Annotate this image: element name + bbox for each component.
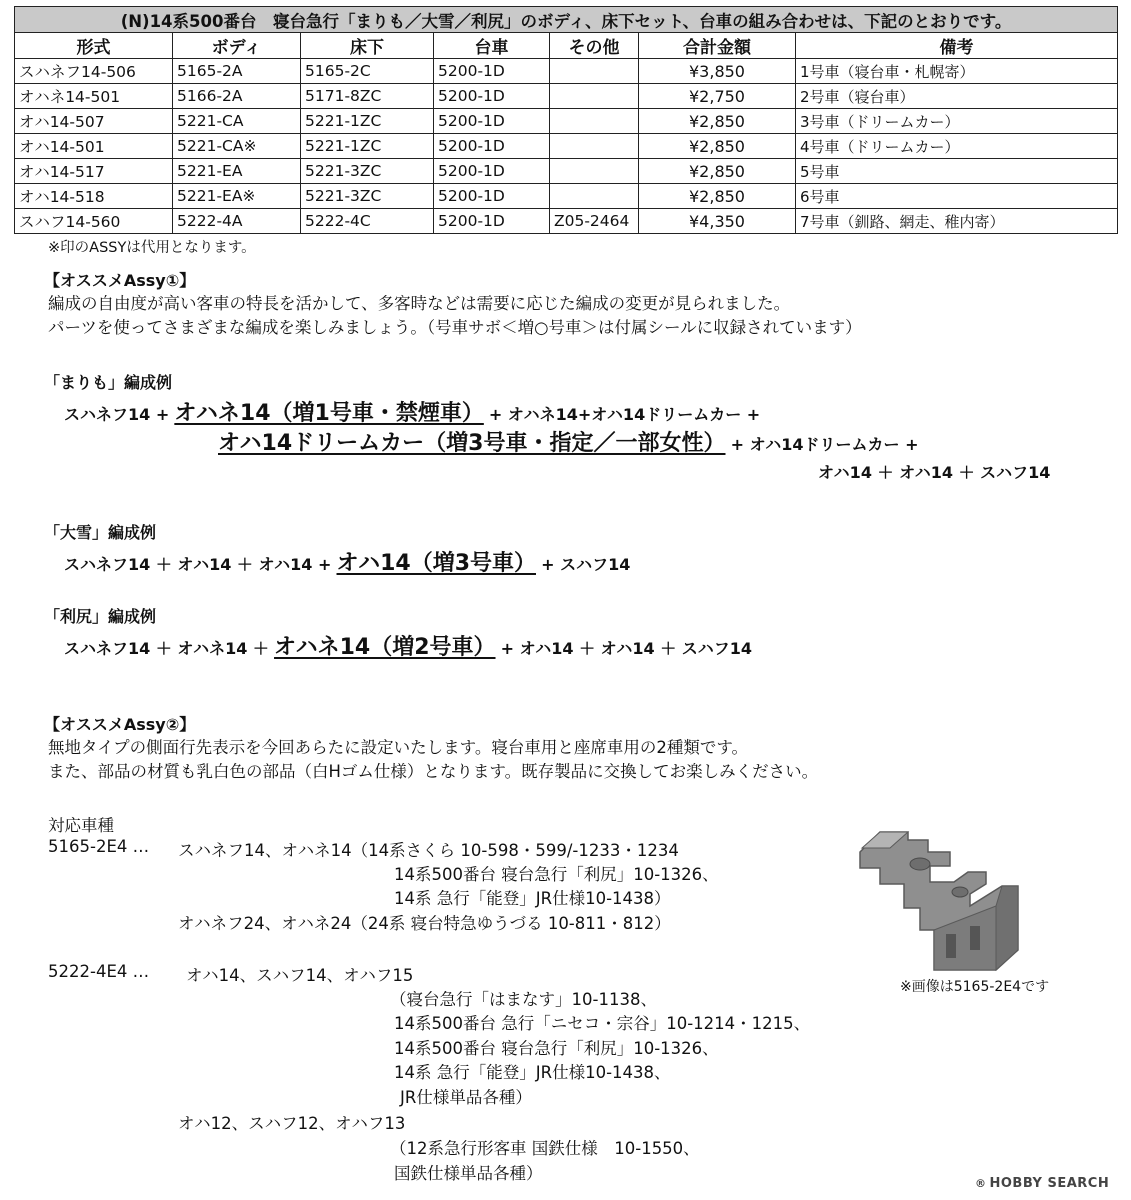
cell-other (550, 134, 639, 159)
cell-remarks: 1号車（寝台車・札幌寄） (796, 59, 1118, 84)
table-row (15, 84, 1118, 109)
assy-table (14, 6, 1118, 234)
header-remarks: 備考 (796, 33, 1118, 59)
part2-line-6: JR仕様単品各種） (400, 1088, 532, 1107)
cell-other (550, 59, 639, 84)
cell-price: ¥3,850 (639, 59, 796, 84)
cell-katashiki: スハネフ14-506 (15, 59, 173, 84)
cell-underfloor: 5165-2C (301, 59, 434, 84)
cell-other (550, 109, 639, 134)
cell-katashiki: スハフ14-560 (15, 209, 173, 234)
marimo-highlight-2: オハ14ドリームカー（増3号車・指定／一部女性） (218, 431, 726, 456)
rishiri-line-c: + オハ14 ＋ オハ14 ＋ スハフ14 (500, 639, 753, 658)
header-underfloor: 床下 (301, 33, 434, 59)
cell-underfloor: 5221-1ZC (301, 109, 434, 134)
part2-line-9: 国鉄仕様単品各種） (394, 1164, 543, 1183)
table-row (15, 134, 1118, 159)
assy2-title: 【オススメAssy②】 (44, 715, 196, 734)
cell-remarks: 6号車 (796, 184, 1118, 209)
taisetsu-highlight: オハ14（増3号車） (336, 551, 536, 576)
cell-remarks: 3号車（ドリームカー） (796, 109, 1118, 134)
assy1-title: 【オススメAssy①】 (44, 271, 196, 290)
cell-remarks: 2号車（寝台車） (796, 84, 1118, 109)
marimo-line-1 (64, 396, 760, 427)
part2-line-8: （12系急行形客車 国鉄仕様 10-1550、 (390, 1139, 700, 1158)
cell-katashiki: オハ14-501 (15, 134, 173, 159)
cell-remarks: 4号車（ドリームカー） (796, 134, 1118, 159)
marimo-line-2 (218, 426, 919, 457)
header-katashiki: 形式 (15, 33, 173, 59)
assy2-line-2: また、部品の材質も乳白色の部品（白Hゴム仕様）となります。既存製品に交換してお楽しみください。 (48, 762, 819, 781)
part2-code: 5222-4E4 … (48, 962, 150, 981)
marimo-line-2b: + オハ14ドリームカー + (730, 435, 919, 454)
taisetsu-line-c: + スハフ14 (541, 555, 631, 574)
rishiri-line-a: スハネフ14 ＋ オハネ14 ＋ (64, 639, 269, 658)
assy2-line-1: 無地タイプの側面行先表示を今回あらたに設定いたします。寝台車用と座席車用の2種類です。 (48, 738, 749, 757)
marimo-title: 「まりも」編成例 (44, 373, 173, 392)
cell-price: ¥2,750 (639, 84, 796, 109)
cell-underfloor: 5221-1ZC (301, 134, 434, 159)
part1-line-2: 14系500番台 寝台急行「利尻」10-1326、 (394, 865, 719, 884)
cell-remarks: 7号車（釧路、網走、稚内寄） (796, 209, 1118, 234)
cell-underfloor: 5171-8ZC (301, 84, 434, 109)
cell-price: ¥2,850 (639, 184, 796, 209)
cell-bogie: 5200-1D (434, 59, 550, 84)
cell-bogie: 5200-1D (434, 209, 550, 234)
cell-bogie: 5200-1D (434, 184, 550, 209)
table-footnote: ※印のASSYは代用となります。 (48, 240, 256, 256)
cell-price: ¥4,350 (639, 209, 796, 234)
cell-underfloor: 5222-4C (301, 209, 434, 234)
cell-katashiki: オハ14-517 (15, 159, 173, 184)
part2-line-4: 14系500番台 寝台急行「利尻」10-1326、 (394, 1039, 719, 1058)
cell-bogie: 5200-1D (434, 109, 550, 134)
cell-katashiki: オハ14-507 (15, 109, 173, 134)
cell-bogie: 5200-1D (434, 134, 550, 159)
part2-line-3: 14系500番台 急行「ニセコ・宗谷」10-1214・1215、 (394, 1014, 811, 1033)
part1-code: 5165-2E4 … (48, 837, 150, 856)
cell-body: 5221-EA (173, 159, 301, 184)
table-row (15, 109, 1118, 134)
assy1-line-2: パーツを使ってさまざまな編成を楽しみましょう。（号車サボ＜増○号車＞は付属シールに収録されています） (48, 318, 862, 337)
cell-katashiki: オハ14-518 (15, 184, 173, 209)
rishiri-highlight: オハネ14（増2号車） (274, 635, 496, 660)
cell-other (550, 184, 639, 209)
part-image (850, 822, 1040, 972)
part2-line-2: （寝台急行「はまなす」10-1138、 (390, 990, 657, 1009)
rishiri-title: 「利尻」編成例 (44, 607, 157, 626)
cell-body: 5221-CA (173, 109, 301, 134)
part1-line-3: 14系 急行「能登」JR仕様10-1438） (394, 889, 671, 908)
watermark (975, 1176, 1109, 1191)
part2-line-5: 14系 急行「能登」JR仕様10-1438、 (394, 1063, 671, 1082)
marimo-line-3: オハ14 ＋ オハ14 ＋ スハフ14 (818, 463, 1051, 482)
cell-body: 5221-CA※ (173, 134, 301, 159)
taisetsu-title: 「大雪」編成例 (44, 523, 157, 542)
compat-title: 対応車種 (48, 816, 114, 835)
header-bogie: 台車 (434, 33, 550, 59)
cell-katashiki: オハネ14-501 (15, 84, 173, 109)
registered-icon: ® (975, 1177, 987, 1190)
marimo-line-1c: + オハネ14+オハ14ドリームカー + (488, 405, 761, 424)
marimo-line-1a: スハネフ14 + (64, 405, 170, 424)
table-row (15, 59, 1118, 84)
cell-body: 5221-EA※ (173, 184, 301, 209)
cell-body: 5165-2A (173, 59, 301, 84)
part2-line-1: オハ14、スハフ14、オハフ15 (186, 966, 414, 985)
header-body: ボディ (173, 33, 301, 59)
cell-bogie: 5200-1D (434, 159, 550, 184)
header-total-price: 合計金額 (639, 33, 796, 59)
taisetsu-line (64, 546, 630, 577)
cell-other (550, 159, 639, 184)
table-caption: (N)14系500番台 寝台急行「まりも／大雪／利尻」のボディ、床下セット、台車の組み合わせは、下記のとおりです。 (15, 7, 1118, 33)
table-row (15, 159, 1118, 184)
cell-underfloor: 5221-3ZC (301, 159, 434, 184)
cell-price: ¥2,850 (639, 134, 796, 159)
image-caption: ※画像は5165-2E4です (900, 979, 1050, 995)
rishiri-line (64, 630, 752, 661)
table-row (15, 184, 1118, 209)
part1-line-1: スハネフ14、オハネ14（14系さくら 10-598・599/-1233・1234 (178, 841, 679, 860)
cell-body: 5166-2A (173, 84, 301, 109)
cell-bogie: 5200-1D (434, 84, 550, 109)
header-other: その他 (550, 33, 639, 59)
cell-price: ¥2,850 (639, 159, 796, 184)
table-row (15, 209, 1118, 234)
cell-price: ¥2,850 (639, 109, 796, 134)
cell-body: 5222-4A (173, 209, 301, 234)
assy1-line-1: 編成の自由度が高い客車の特長を活かして、多客時などは需要に応じた編成の変更が見られました。 (48, 294, 791, 313)
watermark-text: HOBBY SEARCH (989, 1176, 1110, 1191)
part2-line-7: オハ12、スハフ12、オハフ13 (178, 1114, 406, 1133)
cell-remarks: 5号車 (796, 159, 1118, 184)
taisetsu-line-a: スハネフ14 ＋ オハ14 ＋ オハ14 + (64, 555, 332, 574)
marimo-highlight-1: オハネ14（増1号車・禁煙車） (174, 401, 484, 426)
table-header-row (15, 33, 1118, 59)
part1-line-4: オハネフ24、オハネ24（24系 寝台特急ゆうづる 10-811・812） (178, 914, 671, 933)
cell-other (550, 84, 639, 109)
cell-other: Z05-2464 (550, 209, 639, 234)
cell-underfloor: 5221-3ZC (301, 184, 434, 209)
